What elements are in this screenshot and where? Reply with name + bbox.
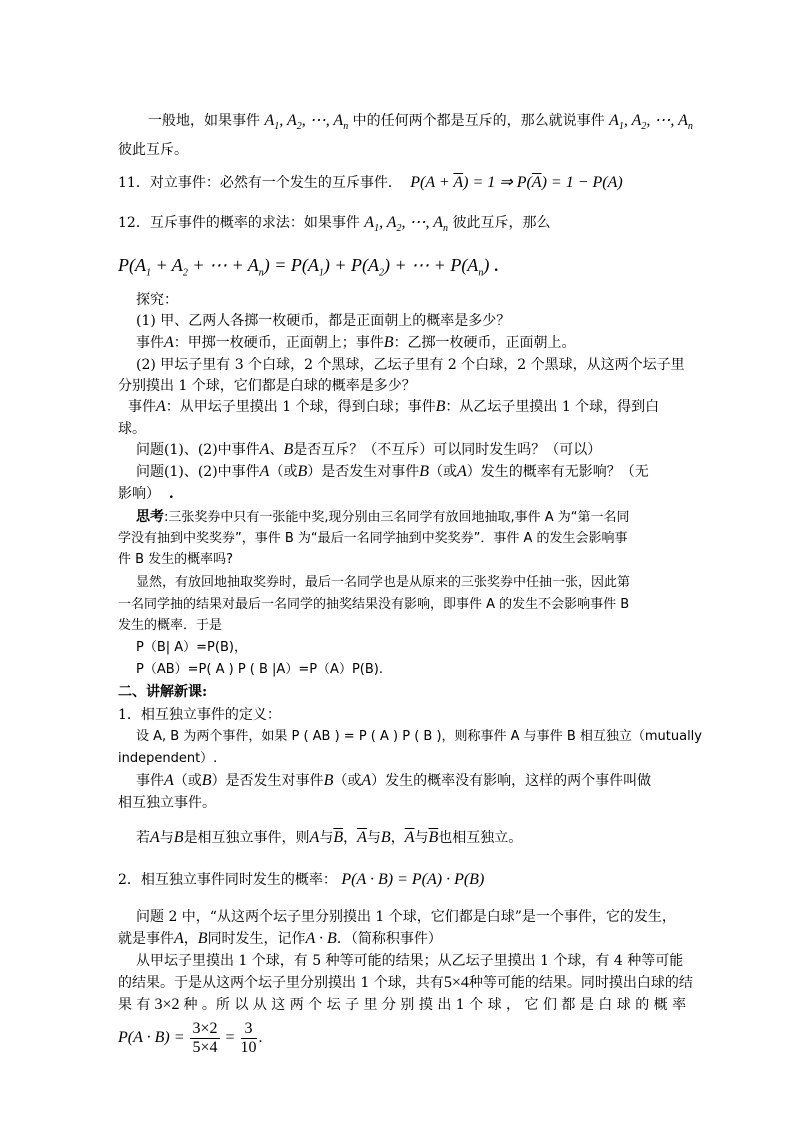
text: ．（简称积事件） xyxy=(336,931,442,947)
think-line1 xyxy=(136,507,630,528)
text: 一般地，如果事件 xyxy=(148,113,260,129)
explore-question-2-line2: 分别摸出 1 个球，它们都是白球的概率是多少？ xyxy=(118,378,416,394)
text: ）发生的概率没有影响，这样的两个事件叫做 xyxy=(371,773,652,789)
think-answer-1: 显然，有放回地抽取奖券时，最后一名同学也是从原来的三张奖券中任抽一张，因此第 xyxy=(136,575,631,590)
explore-inquiry-1: 问题(1)、(2)中事件A、B是否互斥？（不互斥）可以同时发生吗？（可以） xyxy=(136,441,602,458)
text: 种等可能的结果。同时摸出白球的结 xyxy=(468,975,693,991)
example-line3: 从甲坛子里摸出 1 个球，有 5 种等可能的结果；从乙坛子里摸出 1 个球，有 4 种等可能 xyxy=(136,953,684,969)
para-mutually-exclusive-line2: 彼此互斥。 xyxy=(118,142,188,158)
math-complement-formula: $P(A + \overline{A}) = 1$ ⇒ $P(\overline{A}) = 1 - P(A)$ xyxy=(406,174,623,191)
math-events-list: $A_1$, $A_2$, ⋯, $A_n$ xyxy=(609,112,693,133)
text: 也相互独立。 xyxy=(438,830,523,846)
text: ， xyxy=(343,830,358,846)
probability-result-formula: P(A · B) = $\frac{3\times 2}{5\times 4}$ = $\frac{3}{10}$ . xyxy=(118,1019,263,1056)
math-events-list: $A_1$, $A_2$, ⋯, $A_n$ xyxy=(264,112,349,133)
text: 2．相互独立事件同时发生的概率： xyxy=(118,872,337,888)
text: 就是事件 xyxy=(118,931,174,947)
think-line3: 件 B 发生的概率吗? xyxy=(118,552,234,567)
text: 同时发生，记作 xyxy=(207,931,306,947)
think-formula-2: P（AB）=P( A ) P ( B |A）=P（A）P(B). xyxy=(136,662,383,677)
text: 的结果。于是从这两个坛子里分别摸出 1 个球，共有 xyxy=(118,975,444,991)
text: 果 有 xyxy=(118,997,151,1013)
text: 12．互斥事件的概率的求法：如果事件 xyxy=(118,215,360,231)
example-line1: 问题 2 中，“从这两个坛子里分别摸出 1 个球，它们都是白球”是一个事件，它的发生， xyxy=(136,909,676,925)
text: 彼此互斥，那么 xyxy=(452,215,551,231)
explore-inquiry-2-cont: 影响） . xyxy=(118,486,174,502)
definition-line4: 相互独立事件。 xyxy=(118,795,216,811)
example-line2: 就是事件A，B同时发生，记作A · B．（简称积事件） xyxy=(118,930,442,947)
think-label: 思考 xyxy=(136,509,164,525)
text: ：从甲坛子里摸出 1 个球，得到白球；事件 xyxy=(165,399,436,415)
text: ）是否发生对事件 xyxy=(211,773,324,789)
text: 问题(1)、(2)中事件 xyxy=(136,464,260,480)
example-line4: 的结果。于是从这两个坛子里分别摸出 1 个球，共有5×4种等可能的结果。同时摸出白球的结 xyxy=(118,974,693,991)
item-12-probability-rule xyxy=(118,213,550,239)
text: （或 xyxy=(333,773,362,789)
text: ）是否发生对事件 xyxy=(307,464,420,480)
explore-title: 探究： xyxy=(136,292,178,308)
text: 若 xyxy=(136,830,150,846)
math-events-list: $A_1$, $A_2$, ⋯, $A_n$ xyxy=(364,214,449,235)
explore-event-2-cont: 球。 xyxy=(118,421,146,437)
text: （或 xyxy=(269,464,298,480)
text: 事件 xyxy=(136,335,164,351)
text: ：乙掷一枚硬币，正面朝上。 xyxy=(393,335,576,351)
text: 与 xyxy=(159,830,174,846)
fraction-3x2-over-5x4: $\frac{3\times 2}{5\times 4}$ xyxy=(192,1019,218,1056)
explore-inquiry-2: 问题(1)、(2)中事件A（或B）是否发生对事件B（或A）发生的概率有无影响？（无 xyxy=(136,463,649,480)
definition-line2: independent）. xyxy=(118,751,218,766)
example-line5: 果 有 3×2 种 。所 以 从 这 两 个 坛 子 里 分 别 摸 出 1 个 球 ， 它 们 都 是 白 球 的 概 率 xyxy=(118,996,687,1013)
definition-line1: 设 A, B 为两个事件，如果 P ( AB ) = P ( A ) P ( B )，则称事件 A 与事件 B 相互独立（mutually xyxy=(136,729,702,744)
definition-heading: 1．相互独立事件的定义： xyxy=(118,707,281,723)
explore-question-2-line1: (2) 甲坛子里有 3 个白球，2 个黑球，乙坛子里有 2 个白球，2 个黑球，从这两个坛子里 xyxy=(136,357,685,373)
text: 中的任何两个都是互斥的，那么就说事件 xyxy=(352,113,605,129)
think-answer-3: 发生的概率．于是 xyxy=(118,618,223,633)
text: 是相互独立事件，则 xyxy=(183,830,310,846)
text: 与 xyxy=(319,830,334,846)
text: 问题(1)、(2)中事件 xyxy=(136,442,260,458)
text: ：甲掷一枚硬币，正面朝上；事件 xyxy=(173,335,384,351)
text: 、 xyxy=(269,442,284,458)
formula-addition-rule: $P(A_1 + A_2$ + ⋯ + $A_n) = P(A_1) + P(A_2)$ + ⋯ + $P(A_n)$ . xyxy=(118,255,499,279)
text: ， xyxy=(390,830,405,846)
text: ）发生的概率有无影响？（无 xyxy=(466,464,649,480)
think-formula-1: P（B| A）=P(B)， xyxy=(136,640,247,655)
para-mutually-exclusive-line1 xyxy=(148,111,693,137)
definition-line3: 事件A（或B）是否发生对事件B（或A）发生的概率没有影响，这样的两个事件叫做 xyxy=(136,772,652,789)
text: 影响） xyxy=(118,486,160,502)
text: 与 xyxy=(414,830,429,846)
product-rule-heading xyxy=(118,870,484,890)
text: ：从乙坛子里摸出 1 个球，得到白 xyxy=(445,399,660,415)
text: 11．对立事件：必然有一个发生的互斥事件． xyxy=(118,175,402,191)
section-title: 二、讲解新课: xyxy=(118,684,208,700)
fraction-3-over-10: $\frac{3}{10}$ xyxy=(240,1019,257,1056)
text: ， xyxy=(183,931,198,947)
text: 事件 xyxy=(136,773,164,789)
think-line2: 学没有抽到中奖奖券”，事件 B 为“最后一名同学抽到中奖奖券”．事件 A 的发生会影响事 xyxy=(118,531,628,546)
text: 事件 xyxy=(128,399,156,415)
text: 是否互斥？（不互斥）可以同时发生吗？（可以） xyxy=(293,442,602,458)
explore-event-2: 事件A：从甲坛子里摸出 1 个球，得到白球；事件B：从乙坛子里摸出 1 个球，得到白 xyxy=(128,398,660,415)
text: 与 xyxy=(366,830,381,846)
text: 种 。所 以 从 这 两 个 坛 子 里 分 别 摸 出 1 个 球 ， 它 们 都 是 白 球 的 概 率 xyxy=(183,997,687,1013)
think-answer-2: 一名同学抽的结果对最后一名同学的抽奖结果没有影响，即事件 A 的发生不会影响事件 B xyxy=(118,597,630,612)
explore-question-1: (1) 甲、乙两人各掷一枚硬币，都是正面朝上的概率是多少？ xyxy=(136,313,511,329)
text: :三张奖券中只有一张能中奖,现分别由三名同学有放回地抽取,事件 A 为“第一名同 xyxy=(164,510,630,525)
independence-complements: 若A与B是相互独立事件，则A与$\overline{B}$，$\overline{A}$与B，$\overline{A}$与$\overline{B}$也相互独立。 xyxy=(136,829,523,846)
text: （或 xyxy=(429,464,458,480)
item-11-complementary-event xyxy=(118,173,623,193)
explore-event-1: 事件A：甲掷一枚硬币，正面朝上；事件B：乙掷一枚硬币，正面朝上。 xyxy=(136,334,576,351)
text: （或 xyxy=(173,773,202,789)
math-product-rule: P(A · B) = P(A) · P(B) xyxy=(341,871,485,888)
